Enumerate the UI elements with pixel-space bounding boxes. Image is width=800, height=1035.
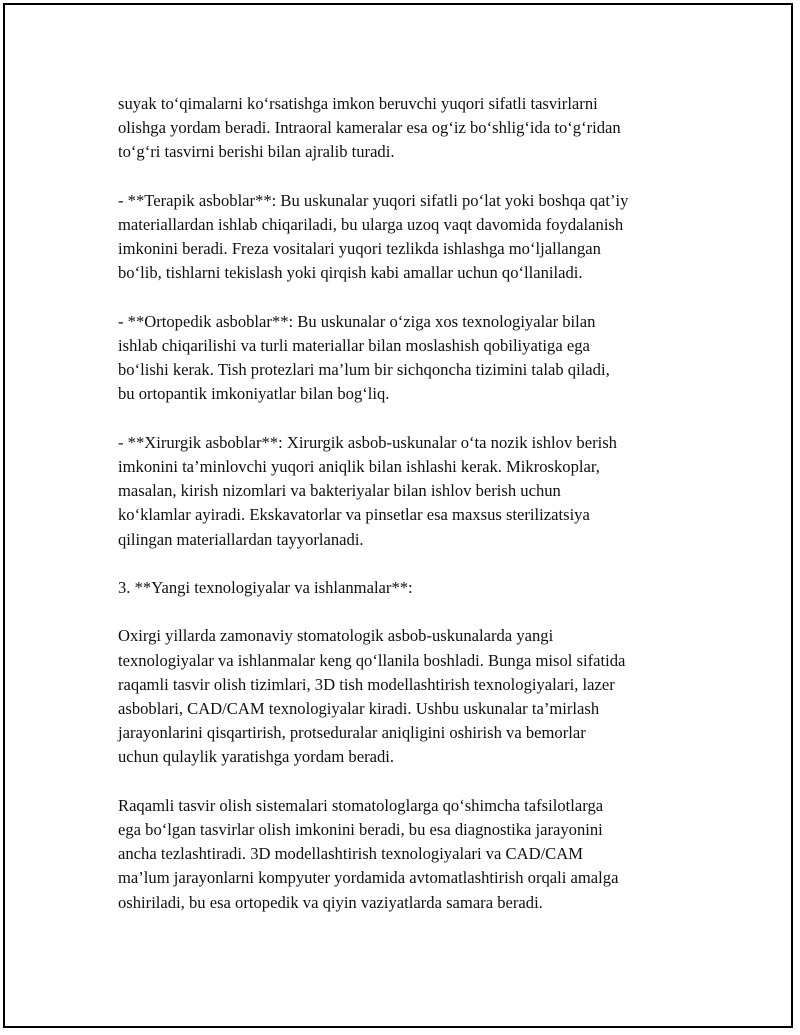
text-line: ishlab chiqarilishi va turli materiallar bilan moslashish qobiliyatiga ega bbox=[118, 336, 590, 355]
document-body bbox=[118, 92, 688, 915]
paragraph-imaging-continued bbox=[118, 92, 688, 165]
text-line: texnologiyalar va ishlanmalar keng qo‘llanila boshladi. Bunga misol sifatida bbox=[118, 650, 626, 670]
text-line: Raqamli tasvir olish sistemalari stomatologlarga qo‘shimcha tafsilotlarga bbox=[118, 795, 604, 815]
text-line: bo‘lishi kerak. Tish protezlari ma’lum bir sichqoncha tizimini talab qiladi, bbox=[118, 360, 610, 380]
paragraph-gap bbox=[118, 407, 688, 431]
text-line: raqamli tasvir olish tizimlari, 3D tish modellashtirish texnologiyalari, lazer bbox=[118, 674, 615, 694]
text-line: imkonini ta’minlovchi yuqori aniqlik bilan ishlashi kerak. Mikroskoplar, bbox=[118, 457, 600, 476]
text-line: bo‘lib, tishlarni tekislash yoki qirqish kabi amallar uchun qo‘llaniladi. bbox=[118, 263, 583, 283]
text-line: - **Ortopedik asboblar**: Bu uskunalar o‘ziga xos texnologiyalar bilan bbox=[118, 311, 596, 331]
paragraph-gap bbox=[118, 165, 688, 189]
text-line: ko‘klamlar ayiradi. Ekskavatorlar va pinsetlar esa maxsus sterilizatsiya bbox=[118, 505, 590, 525]
paragraph-digital-imaging bbox=[118, 794, 688, 915]
text-line: suyak to‘qimalarni ko‘rsatishga imkon beruvchi yuqori sifatli tasvirlarni bbox=[118, 94, 598, 113]
text-line: materiallardan ishlab chiqariladi, bu ularga uzoq vaqt davomida foydalanish bbox=[118, 215, 624, 234]
text-line: Oxirgi yillarda zamonaviy stomatologik asbob-uskunalarda yangi bbox=[118, 626, 554, 646]
text-line: to‘g‘ri tasvirni berishi bilan ajralib turadi. bbox=[118, 142, 395, 162]
paragraph-gap bbox=[118, 286, 688, 310]
text-line: olishga yordam beradi. Intraoral kameralar esa og‘iz bo‘shlig‘ida to‘g‘ridan bbox=[118, 118, 621, 138]
text-line: 3. **Yangi texnologiyalar va ishlanmalar**: bbox=[118, 578, 413, 597]
paragraph-gap bbox=[118, 552, 688, 576]
text-line: qilingan materiallardan tayyorlanadi. bbox=[118, 529, 364, 549]
paragraph-gap bbox=[118, 770, 688, 794]
text-line: - **Xirurgik asboblar**: Xirurgik asbob-uskunalar o‘ta nozik ishlov berish bbox=[118, 432, 617, 452]
text-line: bu ortopantik imkoniyatlar bilan bog‘liq. bbox=[118, 384, 390, 404]
text-line: asboblari, CAD/CAM texnologiyalar kiradi. Ushbu uskunalar ta’mirlash bbox=[118, 699, 600, 718]
text-line: oshiriladi, bu esa ortopedik va qiyin vaziyatlarda samara beradi. bbox=[118, 892, 543, 912]
paragraph-surgical-tools bbox=[118, 431, 688, 552]
paragraph-recent-years bbox=[118, 624, 688, 769]
paragraph-orthopedic-tools bbox=[118, 310, 688, 407]
text-line: jarayonlarini qisqartirish, protseduralar aniqligini oshirish va bemorlar bbox=[118, 723, 586, 743]
text-line: imkonini beradi. Freza vositalari yuqori tezlikda ishlashga mo‘ljallangan bbox=[118, 239, 601, 259]
text-line: - **Terapik asboblar**: Bu uskunalar yuqori sifatli po‘lat yoki boshqa qat’iy bbox=[118, 190, 629, 210]
text-line: ega bo‘lgan tasvirlar olish imkonini beradi, bu esa diagnostika jarayonini bbox=[118, 820, 603, 839]
section-heading-new-technologies bbox=[118, 576, 688, 600]
paragraph-gap bbox=[118, 600, 688, 624]
text-line: ancha tezlashtiradi. 3D modellashtirish texnologiyalari va CAD/CAM bbox=[118, 844, 583, 864]
text-line: uchun qulaylik yaratishga yordam beradi. bbox=[118, 747, 395, 767]
text-line: masalan, kirish nizomlari va bakteriyalar bilan ishlov berish uchun bbox=[118, 481, 561, 501]
text-line: ma’lum jarayonlarni kompyuter yordamida avtomatlashtirish orqali amalga bbox=[118, 868, 619, 888]
paragraph-therapeutic-tools bbox=[118, 189, 688, 286]
